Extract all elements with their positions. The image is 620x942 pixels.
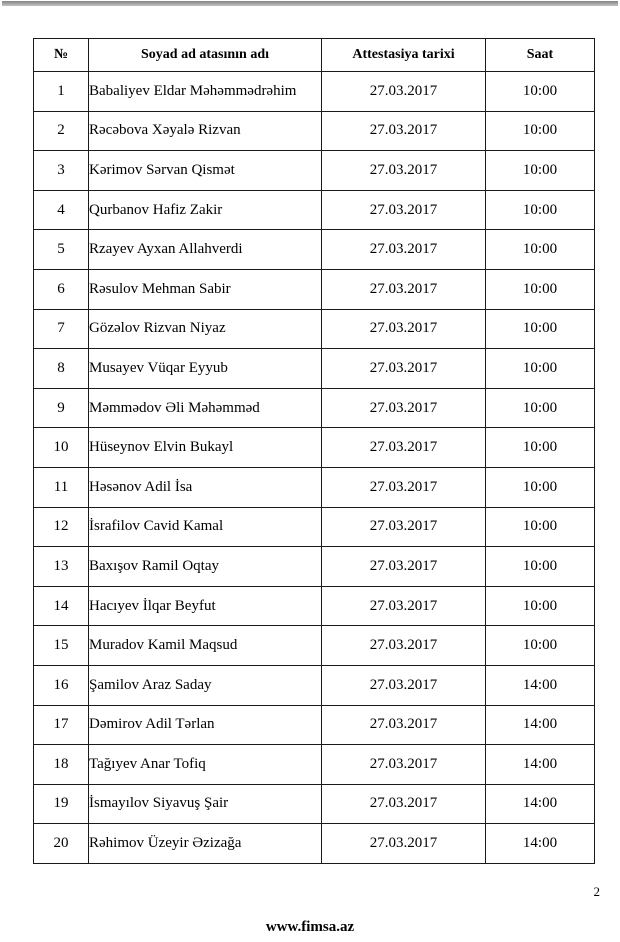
page-number: 2	[593, 884, 600, 899]
row-number-cell: 6	[34, 269, 89, 309]
name-cell: Babaliyev Eldar Məhəmmədrəhim	[89, 72, 322, 112]
row-number-cell: 19	[34, 784, 89, 824]
row-number-cell: 18	[34, 745, 89, 785]
row-number-cell: 15	[34, 626, 89, 666]
header-time: Saat	[486, 39, 595, 72]
date-cell: 27.03.2017	[322, 151, 486, 191]
footer-website: www.fimsa.az	[265, 919, 355, 935]
name-cell: Rəcəbova Xəyalə Rizvan	[89, 111, 322, 151]
table-row	[34, 72, 595, 112]
table-row	[34, 467, 595, 507]
header-name: Soyad ad atasının adı	[89, 39, 322, 72]
time-cell: 14:00	[486, 705, 595, 745]
attestation-schedule-table	[33, 38, 595, 864]
header-number: №	[34, 39, 89, 72]
time-cell: 10:00	[486, 626, 595, 666]
row-number-cell: 17	[34, 705, 89, 745]
row-number-cell: 14	[34, 586, 89, 626]
date-cell: 27.03.2017	[322, 824, 486, 864]
table-row	[34, 230, 595, 270]
row-number-cell: 10	[34, 428, 89, 468]
name-cell: Qurbanov Hafiz Zakir	[89, 190, 322, 230]
row-number-cell: 4	[34, 190, 89, 230]
time-cell: 10:00	[486, 507, 595, 547]
row-number-cell: 2	[34, 111, 89, 151]
table-row	[34, 665, 595, 705]
table-row	[34, 111, 595, 151]
row-number-cell: 16	[34, 665, 89, 705]
name-cell: Baxışov Ramil Oqtay	[89, 547, 322, 587]
date-cell: 27.03.2017	[322, 507, 486, 547]
table-row	[34, 745, 595, 785]
time-cell: 10:00	[486, 230, 595, 270]
time-cell: 10:00	[486, 388, 595, 428]
table-row	[34, 705, 595, 745]
name-cell: Dəmirov Adil Tərlan	[89, 705, 322, 745]
time-cell: 10:00	[486, 586, 595, 626]
time-cell: 10:00	[486, 428, 595, 468]
table-row	[34, 824, 595, 864]
table-row	[34, 151, 595, 191]
name-cell: İsrafilov Cavid Kamal	[89, 507, 322, 547]
row-number-cell: 12	[34, 507, 89, 547]
table-row	[34, 626, 595, 666]
row-number-cell: 9	[34, 388, 89, 428]
row-number-cell: 5	[34, 230, 89, 270]
name-cell: Həsənov Adil İsa	[89, 467, 322, 507]
date-cell: 27.03.2017	[322, 111, 486, 151]
time-cell: 14:00	[486, 745, 595, 785]
date-cell: 27.03.2017	[322, 784, 486, 824]
date-cell: 27.03.2017	[322, 705, 486, 745]
date-cell: 27.03.2017	[322, 388, 486, 428]
row-number-cell: 1	[34, 72, 89, 112]
date-cell: 27.03.2017	[322, 349, 486, 389]
date-cell: 27.03.2017	[322, 547, 486, 587]
row-number-cell: 7	[34, 309, 89, 349]
time-cell: 10:00	[486, 151, 595, 191]
name-cell: Gözəlov Rizvan Niyaz	[89, 309, 322, 349]
date-cell: 27.03.2017	[322, 428, 486, 468]
table-header-row	[34, 39, 595, 72]
date-cell: 27.03.2017	[322, 586, 486, 626]
name-cell: Rəsulov Mehman Sabir	[89, 269, 322, 309]
table-row	[34, 784, 595, 824]
name-cell: İsmayılov Siyavuş Şair	[89, 784, 322, 824]
table-row	[34, 349, 595, 389]
time-cell: 10:00	[486, 269, 595, 309]
date-cell: 27.03.2017	[322, 230, 486, 270]
time-cell: 10:00	[486, 111, 595, 151]
name-cell: Muradov Kamil Maqsud	[89, 626, 322, 666]
date-cell: 27.03.2017	[322, 665, 486, 705]
name-cell: Tağıyev Anar Tofiq	[89, 745, 322, 785]
table-row	[34, 190, 595, 230]
table-header	[34, 39, 595, 72]
name-cell: Şamilov Araz Saday	[89, 665, 322, 705]
row-number-cell: 11	[34, 467, 89, 507]
name-cell: Rəhimov Üzeyir Əzizağa	[89, 824, 322, 864]
time-cell: 14:00	[486, 784, 595, 824]
table-body	[34, 72, 595, 864]
page-top-separator	[2, 1, 618, 6]
table-row	[34, 586, 595, 626]
date-cell: 27.03.2017	[322, 190, 486, 230]
row-number-cell: 3	[34, 151, 89, 191]
name-cell: Məmmədov Əli Məhəmməd	[89, 388, 322, 428]
table-row	[34, 309, 595, 349]
date-cell: 27.03.2017	[322, 309, 486, 349]
name-cell: Kərimov Sərvan Qismət	[89, 151, 322, 191]
time-cell: 10:00	[486, 349, 595, 389]
date-cell: 27.03.2017	[322, 269, 486, 309]
table-row	[34, 269, 595, 309]
name-cell: Rzayev Ayxan Allahverdi	[89, 230, 322, 270]
time-cell: 10:00	[486, 72, 595, 112]
table-row	[34, 547, 595, 587]
date-cell: 27.03.2017	[322, 745, 486, 785]
name-cell: Hacıyev İlqar Beyfut	[89, 586, 322, 626]
name-cell: Musayev Vüqar Eyyub	[89, 349, 322, 389]
time-cell: 10:00	[486, 190, 595, 230]
header-date: Attestasiya tarixi	[322, 39, 486, 72]
table-row	[34, 388, 595, 428]
row-number-cell: 8	[34, 349, 89, 389]
table-row	[34, 428, 595, 468]
time-cell: 10:00	[486, 467, 595, 507]
name-cell: Hüseynov Elvin Bukayl	[89, 428, 322, 468]
row-number-cell: 13	[34, 547, 89, 587]
time-cell: 14:00	[486, 665, 595, 705]
table-row	[34, 507, 595, 547]
date-cell: 27.03.2017	[322, 626, 486, 666]
time-cell: 10:00	[486, 309, 595, 349]
time-cell: 14:00	[486, 824, 595, 864]
date-cell: 27.03.2017	[322, 467, 486, 507]
row-number-cell: 20	[34, 824, 89, 864]
date-cell: 27.03.2017	[322, 72, 486, 112]
time-cell: 10:00	[486, 547, 595, 587]
